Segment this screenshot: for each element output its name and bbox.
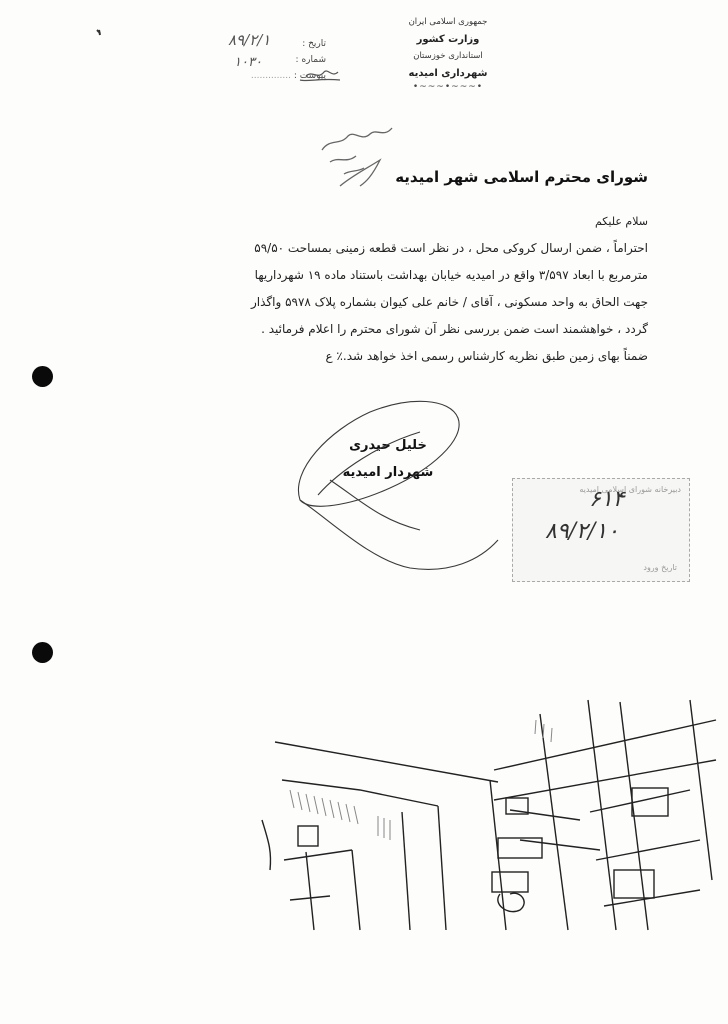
- paraph-mark: [300, 71, 340, 81]
- ink-mark: [97, 30, 100, 35]
- attachment-label: پیوست :: [293, 71, 326, 81]
- signer-name: خلیل حیدری: [349, 438, 427, 453]
- stamp-footer: تاریخ ورود: [643, 563, 677, 572]
- body-line: جهت الحاق به واحد مسکونی ، آقای / خانم علی کیوان بشماره پلاک ۵۹۷۸ واگذار: [250, 295, 648, 309]
- signature-scribble: [298, 401, 498, 569]
- letterhead-municipality: شهرداری امیدیه: [408, 68, 488, 79]
- addressee: شورای محترم اسلامی شهر امیدیه: [395, 168, 648, 186]
- attachment-value: ..............: [250, 71, 291, 81]
- date-label: تاریخ :: [302, 39, 326, 49]
- body-line: گردد ، خواهشمند است ضمن بررسی نظر آن شورای محترم را اعلام فرمائید .: [261, 322, 648, 336]
- handwritten-date: ۸۹/۲/۱: [228, 31, 271, 49]
- stamp-header: دبیرخانه شورای اسلامی امیدیه: [579, 485, 681, 494]
- handwritten-referral-note: [322, 128, 392, 186]
- body-line: احتراماً ، ضمن ارسال کروکی محل ، در نظر است قطعه زمینی بمساحت ۵۹/۵۰: [254, 241, 648, 255]
- sketch-hatching: [290, 720, 552, 840]
- stamp-number: ۶۱۴: [589, 487, 625, 512]
- body-line: ضمناً بهای زمین طبق نظریه کارشناس رسمی اخذ خواهد شد.٪ ع: [325, 349, 648, 363]
- number-label: شماره :: [295, 55, 326, 65]
- body-line: مترمربع با ابعاد ۳/۵۹۷ واقع در امیدیه خیابان بهداشت باستناد ماده ۱۹ شهرداریها: [254, 268, 648, 282]
- greeting: سلام علیکم: [594, 215, 648, 228]
- stamp-date: ۸۹/۲/۱۰: [545, 519, 619, 544]
- letterhead-governorate: استانداری خوزستان: [413, 51, 483, 61]
- letterhead-ornament: •~~~•~~~•: [412, 82, 484, 92]
- letterhead-republic: جمهوری اسلامی ایران: [408, 17, 488, 27]
- handwritten-number: ۱۰۳۰: [234, 55, 262, 70]
- site-sketch: [262, 700, 716, 930]
- letterhead-ministry: وزارت کشور: [416, 34, 480, 45]
- signer-title: شهردار امیدیه: [342, 465, 434, 480]
